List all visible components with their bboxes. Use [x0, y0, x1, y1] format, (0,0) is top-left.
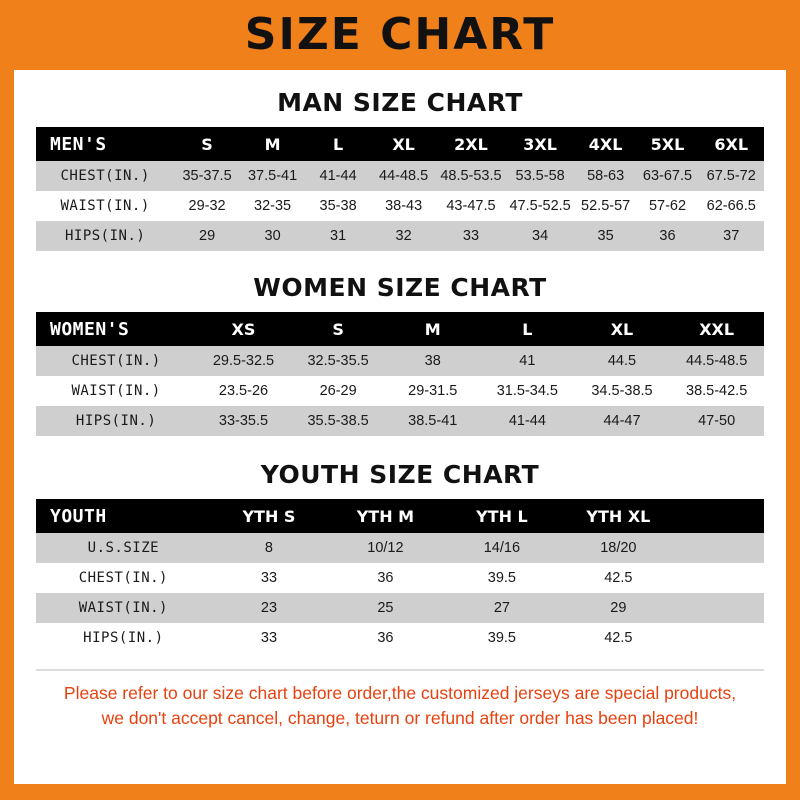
women-col-2: M [424, 319, 441, 339]
women-row-2-val-1: 35.5-38.5 [307, 413, 369, 429]
man-row-0-val-6: 58-63 [587, 168, 625, 184]
man-row-0-val-1: 37.5-41 [247, 168, 298, 184]
man-section-title: MAN SIZE CHART [277, 88, 523, 117]
women-section-title: WOMEN SIZE CHART [253, 273, 547, 302]
man-col-3: XL [392, 134, 415, 154]
youth-row-2-val-2: 27 [493, 600, 510, 616]
youth-row-0-label: U.S.SIZE [87, 540, 160, 556]
youth-row-1-label: CHEST(IN.) [78, 570, 168, 586]
man-row-1-label: WAIST(IN.) [60, 198, 150, 214]
youth-row-3-spacer [677, 623, 764, 653]
youth-row-3-val-0: 33 [260, 630, 278, 646]
man-row-1-val-0: 29-32 [188, 198, 226, 214]
man-col-4: 2XL [454, 134, 488, 154]
women-col-0: XS [231, 319, 256, 339]
women-row-0-val-5: 44.5-48.5 [686, 353, 748, 369]
women-col-5: XXL [699, 319, 735, 339]
man-row-0-val-4: 48.5-53.5 [440, 168, 502, 184]
table-row [36, 346, 764, 376]
chart-content [14, 88, 786, 732]
man-row-1-val-5: 47.5-52.5 [509, 198, 571, 214]
youth-row-1-spacer [677, 563, 764, 593]
footer-line-1: Please refer to our size chart before order,the customized jerseys are special products, [63, 683, 737, 703]
man-row-1-val-1: 32-35 [254, 198, 292, 214]
header-banner [0, 0, 800, 70]
women-row-2-val-4: 44-47 [603, 413, 641, 429]
man-col-7: 5XL [650, 134, 685, 154]
table-row [36, 221, 764, 251]
man-row-0-val-3: 44-48.5 [379, 168, 429, 184]
man-row-1-val-7: 57-62 [648, 198, 687, 214]
man-row-2-val-3: 32 [395, 228, 412, 244]
youth-row-1-val-3: 42.5 [604, 570, 633, 586]
women-row-0-val-0: 29.5-32.5 [212, 353, 275, 369]
women-row-1-val-3: 31.5-34.5 [496, 383, 558, 399]
man-row-0-label: CHEST(IN.) [60, 168, 150, 184]
man-row-0-val-0: 35-37.5 [182, 168, 232, 184]
man-row-2-val-0: 29 [199, 228, 216, 244]
man-row-1-val-8: 62-66.5 [706, 198, 756, 214]
man-row-0-val-8: 67.5-72 [706, 168, 756, 184]
man-row-2-val-8: 37 [723, 228, 740, 244]
youth-row-0-spacer [677, 533, 764, 563]
women-col-1: S [332, 319, 344, 339]
youth-col-0: YTH S [242, 506, 296, 526]
youth-section-title: YOUTH SIZE CHART [260, 460, 540, 489]
table-row [36, 593, 764, 623]
women-col-4: XL [610, 319, 634, 339]
youth-row-2-val-1: 25 [377, 600, 394, 616]
youth-row-2-val-0: 23 [260, 600, 278, 616]
youth-header-label: YOUTH [50, 505, 107, 527]
youth-row-0-val-3: 18/20 [600, 540, 637, 556]
youth-row-3-label: HIPS(IN.) [83, 630, 164, 646]
man-size-table [36, 127, 764, 251]
footer-banner [0, 784, 800, 800]
youth-row-3-val-1: 36 [377, 630, 394, 646]
man-col-1: M [264, 134, 281, 154]
table-row [36, 563, 764, 593]
youth-row-2-spacer [677, 593, 764, 623]
youth-row-1-val-2: 39.5 [487, 570, 516, 586]
man-row-0-val-2: 41-44 [319, 168, 357, 184]
man-row-1-val-4: 43-47.5 [446, 198, 496, 214]
man-col-6: 4XL [588, 134, 623, 154]
women-row-2-val-2: 38.5-41 [408, 413, 458, 429]
youth-row-1-val-1: 36 [377, 570, 394, 586]
table-header-row [36, 312, 764, 346]
page-title: SIZE CHART [244, 9, 556, 60]
youth-col-2: YTH L [476, 506, 528, 526]
women-col-3: L [522, 319, 533, 339]
youth-row-0-val-0: 8 [264, 540, 273, 556]
youth-row-2-label: WAIST(IN.) [78, 600, 168, 616]
women-row-2-val-0: 33-35.5 [218, 413, 269, 429]
women-row-1-label: WAIST(IN.) [71, 383, 161, 399]
man-row-2-val-1: 30 [264, 228, 281, 244]
women-row-1-val-2: 29-31.5 [408, 383, 458, 399]
man-row-2-val-7: 36 [659, 228, 676, 244]
women-row-2-val-3: 41-44 [508, 413, 546, 429]
women-row-1-val-0: 23.5-26 [218, 383, 269, 399]
table-row [36, 191, 764, 221]
women-row-1-val-4: 34.5-38.5 [591, 383, 653, 399]
man-row-2-val-6: 35 [597, 228, 614, 244]
man-row-0-val-5: 53.5-58 [515, 168, 565, 184]
man-row-2-label: HIPS(IN.) [64, 228, 146, 244]
women-row-0-val-4: 44.5 [607, 353, 637, 369]
man-row-2-val-2: 31 [330, 228, 347, 244]
women-row-0-val-2: 38 [424, 353, 441, 369]
footer-line-2: we don't accept cancel, change, teturn or refund after order has been placed! [101, 708, 699, 729]
youth-size-table [36, 499, 764, 653]
women-row-2-val-5: 47-50 [698, 413, 736, 429]
man-row-1-val-3: 38-43 [385, 198, 423, 214]
youth-row-0-val-1: 10/12 [367, 540, 404, 556]
man-col-8: 6XL [714, 134, 749, 154]
youth-row-2-val-3: 29 [610, 600, 627, 616]
man-row-2-val-5: 34 [532, 228, 549, 244]
table-row [36, 376, 764, 406]
women-row-1-val-5: 38.5-42.5 [686, 383, 748, 399]
youth-col-3: YTH XL [586, 506, 651, 526]
youth-row-0-val-2: 14/16 [483, 540, 521, 556]
man-col-2: L [333, 134, 344, 154]
table-header-row [36, 499, 764, 533]
man-header-label: MEN'S [50, 133, 107, 155]
table-row [36, 623, 764, 653]
youth-col-spacer [677, 499, 764, 533]
women-row-0-label: CHEST(IN.) [71, 353, 161, 369]
youth-row-1-val-0: 33 [260, 570, 278, 586]
table-row [36, 161, 764, 191]
women-row-0-val-3: 41 [519, 353, 536, 369]
youth-col-1: YTH M [356, 506, 415, 526]
table-header-row [36, 127, 764, 161]
women-size-table [36, 312, 764, 436]
women-header-label: WOMEN'S [50, 318, 130, 340]
man-col-0: S [201, 134, 213, 154]
youth-row-3-val-3: 42.5 [604, 630, 633, 646]
youth-row-3-val-2: 39.5 [487, 630, 516, 646]
man-row-1-val-6: 52.5-57 [581, 198, 631, 214]
table-row [36, 533, 764, 563]
women-row-0-val-1: 32.5-35.5 [307, 353, 369, 369]
footer-disclaimer [36, 669, 764, 732]
table-row [36, 406, 764, 436]
women-row-1-val-1: 26-29 [319, 383, 357, 399]
man-row-2-val-4: 33 [462, 228, 480, 244]
man-row-0-val-7: 63-67.5 [642, 168, 693, 184]
man-row-1-val-2: 35-38 [319, 198, 357, 214]
man-col-5: 3XL [523, 134, 557, 154]
women-row-2-label: HIPS(IN.) [75, 413, 157, 429]
